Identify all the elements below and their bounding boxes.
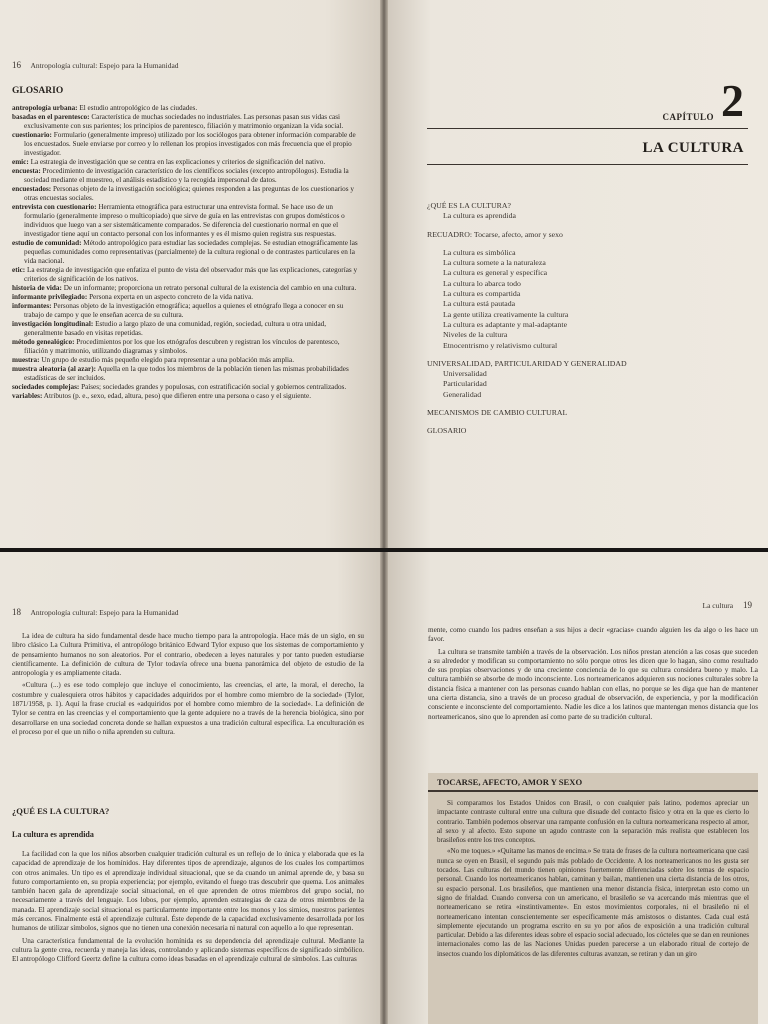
section-text	[12, 850, 364, 968]
glossary-term: encuesta:	[12, 167, 41, 175]
recuadro-paragraph-2: «No me toques.» «Quítame las manos de encima.» Se trata de frases de la cultura norteamericana que casi nunca se oyen en Brasil, el segundo país más poblado de Occidente. A los norteamericanos no les gusta ser tocados. Las culturas del mundo tienen opiniones fuertemente diferenciadas sobre los temas de espacio personal. Cuando los norteamericanos hablan, caminan y bailan, mantienen una cierta distancia de los otros, su espacio personal. Los brasileños, que mantienen una menor distancia física, interpretan esto como un signo de frialdad. Cuando conversa con un americano, el brasileño se va acercando más mientras que el norteamericano se retira «instintivamente». En estos movimientos corporales, ni el brasileño ni el norteamericano intentan conscientemente ser específicamente más amistosos o distantes. Cada cual está simplemente ejecutando un programa escrito en su yo por años de exposición a una tradición cultural particular. Debido a las diferentes ideas sobre el espacio social adecuado, los cócteles que se dan en reuniones internacionales como las de las Naciones Unidas pueden parecerse a un elaborado ritual de cortejo de insectos cuando los diplomáticos de las diferentes culturas avanzan, se retiran y dan un giro	[437, 847, 749, 958]
outline-item: Universalidad	[443, 369, 487, 379]
glossary-entry	[12, 284, 364, 293]
gutter-bottom	[380, 552, 388, 1024]
page-number-19: 19	[743, 600, 752, 610]
page-number-18: 18	[12, 607, 21, 617]
glossary-entry	[12, 131, 364, 158]
outline-item: Niveles de la cultura	[443, 330, 508, 340]
outline-item: Generalidad	[443, 389, 482, 399]
glossary-entry	[12, 302, 364, 320]
gutter-top	[380, 0, 388, 548]
glossary-list	[12, 104, 364, 401]
subsection-title: La cultura es aprendida	[12, 830, 94, 839]
glossary-definition: Procedimientos por los que los etnógrafos descubren y registran los vínculos de parentesco, filiación y matrimonio, utilizando diagramas y símbolos.	[24, 338, 340, 355]
running-head-text-19: La cultura	[702, 601, 734, 610]
glossary-definition: Procedimiento de investigación característico de los científicos sociales (excepto antropólogos). Estudia la sociedad mediante el muestreo, el análisis estadístico y la recogida impersonal de datos.	[24, 167, 349, 184]
outline-item: La cultura lo abarca todo	[443, 278, 521, 288]
glossary-definition: Formulario (generalmente impreso) utilizado por los sociólogos para obtener información comparable de los encuestados. Suele enviarse por correo y lo rellenan los propios investigados con más frecuencia que el propio investigador.	[24, 131, 356, 157]
glossary-entry	[12, 104, 364, 113]
chapter-title: LA CULTURA	[642, 140, 744, 156]
glossary-definition: El estudio antropológico de las ciudades.	[79, 104, 198, 112]
glossary-definition: Aquella en la que todos los miembros de la población tienen las mismas probabilidades estadísticas de ser incluidos.	[24, 365, 349, 382]
glossary-entry	[12, 185, 364, 203]
outline-section	[427, 426, 747, 436]
glossary-term: emic:	[12, 158, 29, 166]
glossary-term: investigación longitudinal:	[12, 320, 94, 328]
p19-paragraph-1: mente, como cuando los padres enseñan a sus hijos a decir «gracias» cuando alguien les da algo o les hace un favor.	[428, 626, 758, 644]
chapter-number: 2	[721, 75, 744, 126]
chapter-outline	[427, 201, 747, 437]
section-paragraph-2: Una característica fundamental de la evolución homínida es su dependencia del aprendizaje cultural. Mediante la cultura la gente crea, recuerda y maneja las ideas, controlando y aplicando sistemas específicos de significado simbólico. El antropólogo Clifford Geertz define la cultura como ideas basadas en el aprendizaje cultural de símbolos. Las culturas	[12, 936, 364, 964]
outline-item: La gente utiliza creativamente la cultura	[443, 309, 569, 319]
outline-section	[427, 201, 747, 222]
outline-item: Particularidad	[443, 379, 487, 389]
glossary-entry	[12, 113, 364, 131]
section-paragraph-1: La facilidad con la que los niños absorben cualquier tradición cultural es un reflejo de lo única y elaborada que es la capacidad de aprendizaje de los homínidos. Hay diferentes tipos de aprendizaje, algunos de los cuales los compartimos con otros animales. Un tipo es el aprendizaje individual situacional, que se da cuando un animal aprende de, y basa su futuro comportamiento en, su propia experiencia; por ejemplo, evitando el fuego tras descubrir que quema. Los animales también hacen gala de aprendizaje social situacional, en el que aprenden de otros miembros del grupo social, no necesariamente a través del lenguaje. Los lobos, por ejemplo, aprenden estrategias de caza de otros miembros de la manada. El aprendizaje social situacional es particularmente importante entre los monos y los simios, nuestros parientes más cercanos. Finalmente está el aprendizaje cultural. Éste depende de la capacidad exclusivamente desarrollada por los humanos de utilizar símbolos, signos que no tienen una conexión necesaria ni natural con aquello a lo que representan.	[12, 850, 364, 933]
page-19-text	[428, 626, 758, 725]
intro-paragraph-1: La idea de cultura ha sido fundamental desde hace mucho tiempo para la antropología. Hace más de un siglo, en su libro clásico La Cultura Primitiva, el antropólogo británico Edward Tylor expuso que los sistemas de comportamiento y de pensamiento humanos no son aleatorios. Por el contrario, obedecen a leyes naturales y por tanto pueden estudiarse científicamente. La definición de cultura de Tylor todavía ofrece una buena panorámica del objeto de estudio de la antropología y es ampliamente citada.	[12, 632, 364, 678]
glossary-term: encuestados:	[12, 185, 52, 193]
glossary-definition: La estrategia de investigación que enfatiza el punto de vista del observador más que las explicaciones, categorías y criterios de significación de los nativos.	[24, 266, 358, 283]
outline-heading: GLOSARIO	[427, 426, 467, 436]
glossary-definition: Método antropológico para estudiar las sociedades complejas. Se estudian etnográficamente las pequeñas comunidades como representativas (parcialmente) de la cultura regional o de contrastes particulares en la vida nacional.	[24, 239, 358, 265]
glossary-entry	[12, 356, 364, 365]
page-number-16: 16	[12, 60, 21, 70]
outline-section	[427, 408, 747, 418]
intro-text	[12, 632, 364, 740]
glossary-term: cuestionario:	[12, 131, 52, 139]
glossary-definition: Persona experta en un aspecto concreto de la vida nativa.	[89, 293, 254, 301]
glossary-term: estudio de comunidad:	[12, 239, 82, 247]
glossary-entry	[12, 365, 364, 383]
outline-item: La cultura es adaptante y mal-adaptante	[443, 319, 568, 329]
outline-heading: ¿QUÉ ES LA CULTURA?	[427, 201, 511, 210]
intro-paragraph-2: «Cultura (...) es ese todo complejo que incluye el conocimiento, las creencias, el arte, la moral, el derecho, la costumbre y cualesquiera otros hábitos y capacidades adquiridos por el hombre como miembro de la sociedad» (Tylor, 1871/1958, p. 1). Aquí la frase crucial es «adquiridos por el hombre como miembro de la sociedad». La definición de Tylor se centra en las creencias y el comportamiento que la gente adquiere no a través de la herencia biológica, sino por desarrollarse en una sociedad concreta donde se hallan expuestos a una tradición cultural específica. La enculturación es el proceso por el que un niño o niña aprenden su cultura.	[12, 681, 364, 736]
bottom-spread	[0, 552, 768, 1024]
page-17	[385, 0, 768, 548]
running-head-18	[12, 607, 179, 617]
glossary-term: entrevista con cuestionario:	[12, 203, 97, 211]
running-head-text-16: Antropología cultural: Espejo para la Humanidad	[30, 61, 179, 70]
glossary-entry	[12, 266, 364, 284]
outline-section	[427, 359, 747, 400]
glossary-definition: Atributos (p. e., sexo, edad, altura, peso) que difieren entre una persona o caso y el siguiente.	[43, 392, 311, 400]
page-16	[0, 0, 383, 548]
glossary-term: historia de vida:	[12, 284, 62, 292]
glossary-term: antropología urbana:	[12, 104, 78, 112]
running-head-16	[12, 60, 179, 70]
glossary-definition: Personas objeto de la investigación etnográfica; aquellos a quienes el etnógrafo llega a conocer en su trabajo de campo y que le enseñan acerca de su cultura.	[24, 302, 344, 319]
glossary-entry	[12, 167, 364, 185]
glossary-definition: Un grupo de estudio más pequeño elegido para representar a una población más amplia.	[41, 356, 295, 364]
glossary-entry	[12, 338, 364, 356]
outline-item: La cultura es aprendida	[443, 211, 516, 221]
recuadro-rule	[428, 790, 758, 792]
glossary-definition: Estudio a largo plazo de una comunidad, región, sociedad, cultura u otra unidad, generalmente basado en visitas repetidas.	[24, 320, 327, 337]
glossary-term: basadas en el parentesco:	[12, 113, 90, 121]
glossary-term: informante privilegiado:	[12, 293, 88, 301]
glossary-definition: Herramienta etnográfica para estructurar una entrevista formal. Se hace uso de un formulario (generalmente impreso o multicopiado) que sirve de guía en las entrevistas con grupos domésticos o individuos que luego van a ser sistemáticamente comparados. Se diferencia del cuestionario normal en que el investigador tiene aquí un contacto personal con los informantes y es él mismo quien registra sus respuestas.	[24, 203, 345, 238]
recuadro-box	[428, 773, 758, 1024]
p19-paragraph-2: La cultura se transmite también a través de la observación. Los niños prestan atención a las cosas que suceden a su alrededor y modifican su comportamiento no sólo porque otros les dicen que lo hagan, sino como resultado de sus propias observaciones y de una creciente conciencia de lo que su cultura considera bueno y malo. La cultura también se absorbe de modo inconsciente. Los norteamericanos adquieren sus nociones culturales sobre la distancia física a mantener con las personas cuando hablan con ellas, no porque se les diga que han de mantener una cierta distancia, sino a través de un proceso gradual de observación, de experiencia, y por la modificación consciente e inconsciente del comportamiento. Nadie les dice a los latinos que mantengan menos distancia que los norteamericanos, sino que lo aprenden así como parte de su tradición cultural.	[428, 647, 758, 721]
chapter-rule-top	[427, 128, 748, 129]
glossary-entry	[12, 383, 364, 392]
outline-heading: RECUADRO: Tocarse, afecto, amor y sexo	[427, 229, 563, 239]
outline-section	[427, 248, 747, 351]
chapter-label: CAPÍTULO	[662, 112, 714, 122]
outline-item: La cultura es general y específica	[443, 268, 548, 278]
page-18	[0, 552, 383, 1024]
glossary-entry	[12, 392, 364, 401]
glossary-term: muestra:	[12, 356, 40, 364]
outline-item: La cultura somete a la naturaleza	[443, 258, 546, 268]
section-title: ¿QUÉ ES LA CULTURA?	[12, 806, 110, 816]
glossary-definition: Países; sociedades grandes y populosas, con estratificación social y gobiernos centralizados.	[81, 383, 347, 391]
running-head-19	[703, 600, 752, 610]
glossary-entry	[12, 239, 364, 266]
outline-item: La cultura es compartida	[443, 289, 521, 299]
glossary-definition: De un informante; proporciona un retrato personal cultural de la existencia del cambio en una cultura.	[63, 284, 357, 292]
outline-heading: MECANISMOS DE CAMBIO CULTURAL	[427, 408, 568, 418]
glossary-term: informantes:	[12, 302, 52, 310]
outline-item: La cultura está pautada	[443, 299, 516, 309]
recuadro-title: TOCARSE, AFECTO, AMOR Y SEXO	[437, 777, 583, 787]
running-head-text-18: Antropología cultural: Espejo para la Humanidad	[30, 608, 179, 617]
glossary-entry	[12, 293, 364, 302]
chapter-rule-bottom	[427, 164, 748, 165]
glossary-term: etic:	[12, 266, 26, 274]
glossary-definition: Personas objeto de la investigación sociológica; quienes responden a las preguntas de los cuestionarios y otras encuestas sociales.	[24, 185, 354, 202]
recuadro-text	[437, 799, 749, 961]
outline-heading: UNIVERSALIDAD, PARTICULARIDAD Y GENERALIDAD	[427, 358, 627, 368]
glossary-term: muestra aleatoria (al azar):	[12, 365, 97, 373]
outline-section	[427, 230, 747, 240]
recuadro-paragraph-1: Si comparamos los Estados Unidos con Brasil, o con cualquier país latino, podemos apreciar un impactante contraste cultural entre una cultura que disuade del contacto físico y otra en la que es cierto lo contrario. También podemos observar una rampante confusión en la cultura norteamericana respecto al amor, al sexo y al afecto. Esto supone un agudo contraste con la separación más realista que establecen los brasileños entre los tres conceptos.	[437, 799, 749, 845]
glossary-entry	[12, 158, 364, 167]
glossary-definition: La estrategia de investigación que se centra en las explicaciones y criterios de significación del nativo.	[30, 158, 326, 166]
glossary-entry	[12, 320, 364, 338]
glossary-title: GLOSARIO	[12, 86, 64, 96]
glossary-term: método genealógico:	[12, 338, 75, 346]
outline-item: La cultura es simbólica	[443, 247, 516, 257]
glossary-term: sociedades complejas:	[12, 383, 80, 391]
glossary-definition: Característica de muchas sociedades no industriales. Las personas pasan sus vidas casi exclusivamente con sus parientes; los principios de parentesco, filiación y matrimonio organizan la vida social.	[24, 113, 344, 130]
glossary-entry	[12, 203, 364, 239]
glossary-term: variables:	[12, 392, 43, 400]
page-19	[385, 552, 768, 1024]
outline-item: Etnocentrismo y relativismo cultural	[443, 340, 558, 350]
